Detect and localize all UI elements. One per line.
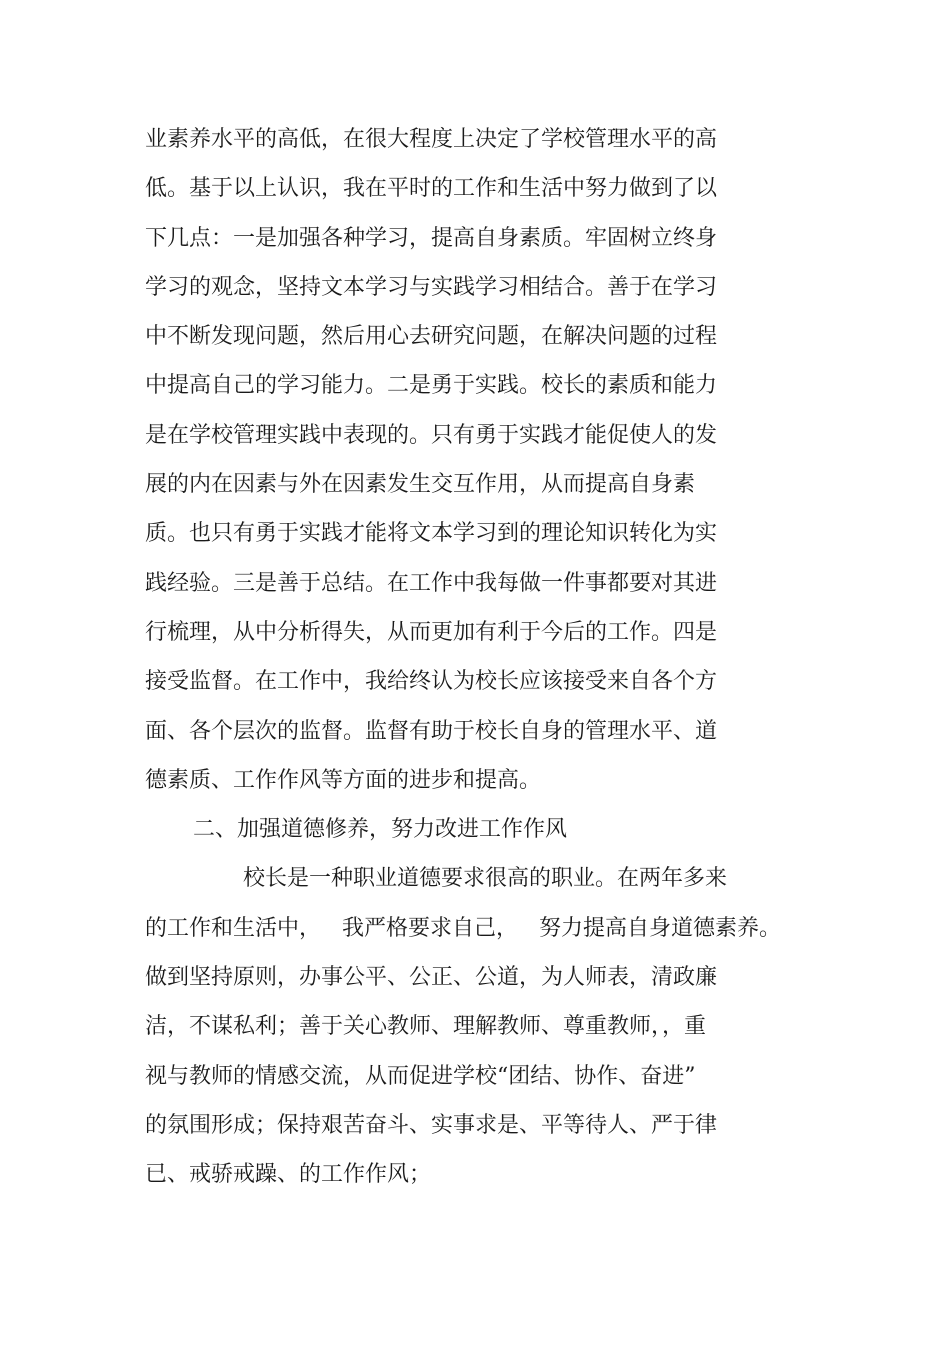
text-line: 行梳理，从中分析得失，从而更加有利于今后的工作。四是 [145, 619, 718, 645]
text-line: 是在学校管理实践中表现的。只有勇于实践才能促使人的发 [145, 422, 718, 448]
text-line: 中提高自己的学习能力。二是勇于实践。校长的素质和能力 [145, 373, 718, 399]
text-line: 践经验。三是善于总结。在工作中我每做一件事都要对其进 [145, 570, 718, 596]
section-heading: 二、加强道德修养，努力改进工作作风 [193, 817, 568, 843]
text-line: 下几点：一是加强各种学习，提高自身素质。牢固树立终身 [145, 225, 718, 251]
body-text [145, 122, 845, 1207]
text-line: 的工作和生活中， 我严格要求自己， 努力提高自身道德素养。 [145, 915, 781, 941]
text-line: 接受监督。在工作中，我给终认为校长应该接受来自各个方 [145, 669, 718, 695]
text-line: 质。也只有勇于实践才能将文本学习到的理论知识转化为实 [145, 521, 718, 547]
text-line: 业素养水平的高低，在很大程度上决定了学校管理水平的高 [145, 127, 718, 152]
text-line: 视与教师的情感交流，从而促进学校“团结、协作、奋进” [145, 1063, 696, 1089]
text-line: 中不断发现问题，然后用心去研究问题，在解决问题的过程 [145, 324, 718, 350]
text-line: 做到坚持原则，办事公平、公正、公道，为人师表，清政廉 [145, 965, 718, 991]
text-line: 展的内在因素与外在因素发生交互作用，从而提高自身素 [145, 472, 696, 498]
text-line: 学习的观念，坚持文本学习与实践学习相结合。善于在学习 [145, 274, 718, 300]
text-line: 校长是一种职业道德要求很高的职业。在两年多来 [243, 866, 728, 892]
text-line: 面、各个层次的监督。监督有助于校长自身的管理水平、道 [145, 718, 718, 744]
text-line: 的氛围形成；保持艰苦奋斗、实事求是、平等待人、严于律 [145, 1112, 718, 1138]
text-line: 低。基于以上认识，我在平时的工作和生活中努力做到了以 [145, 176, 718, 202]
text-line: 已、戒骄戒躁、的工作作风； [145, 1162, 432, 1188]
text-line: 德素质、工作作风等方面的进步和提高。 [145, 767, 542, 793]
text-line: 洁，不谋私利；善于关心教师、理解教师、尊重教师，，重 [145, 1014, 707, 1040]
